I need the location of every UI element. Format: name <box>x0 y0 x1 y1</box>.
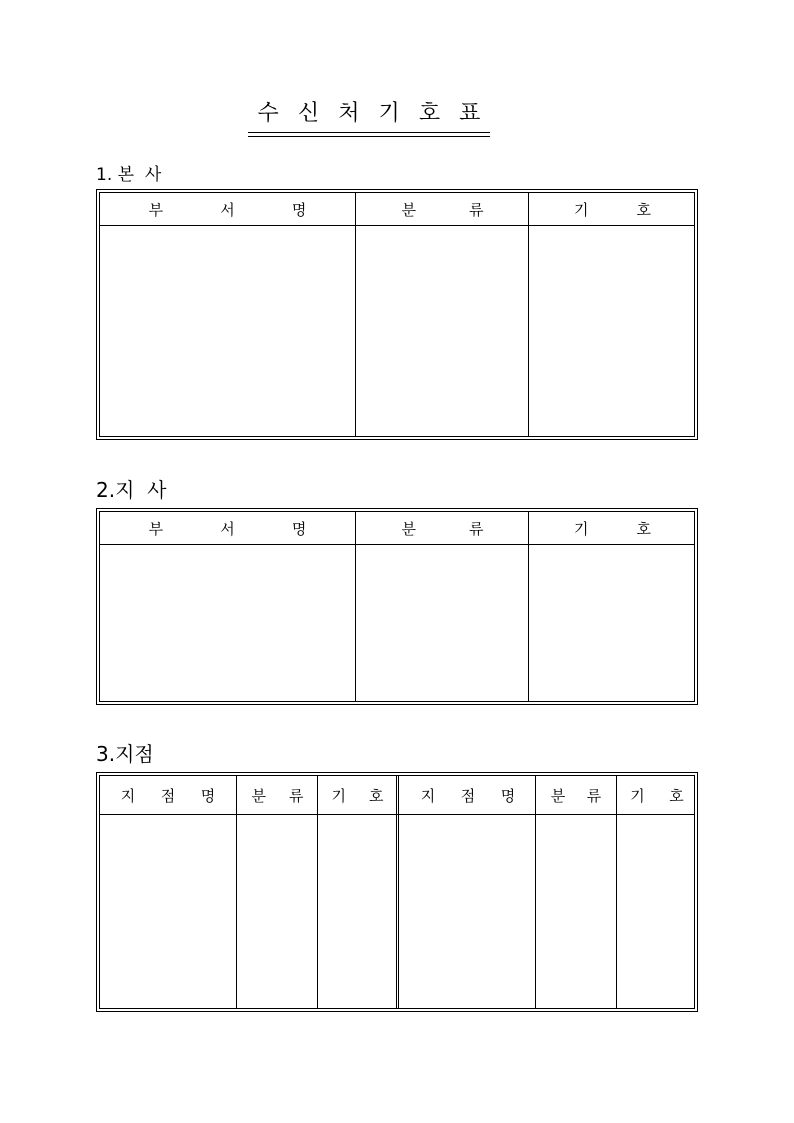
column-divider <box>355 193 356 436</box>
section-heading-headquarters: 1. 본 사 <box>96 165 162 185</box>
header-cell-category: 분 류 <box>251 786 304 805</box>
table-inner-border <box>99 192 695 437</box>
header-cell-department: 부 서 명 <box>148 200 307 219</box>
column-divider <box>535 776 536 1008</box>
header-cell-code: 기 호 <box>630 786 684 805</box>
column-divider-double <box>396 776 399 1008</box>
table-inner-border <box>99 775 695 1009</box>
column-divider <box>236 776 237 1008</box>
title-char: 표 <box>459 101 481 126</box>
header-cell-branch-name: 지 점 명 <box>120 786 216 805</box>
header-cell-category: 분 류 <box>401 200 484 219</box>
title-char: 수 <box>257 101 279 126</box>
title-underline <box>248 132 490 133</box>
title-char: 기 <box>378 101 400 126</box>
column-divider <box>616 776 617 1008</box>
title-char: 처 <box>338 101 360 126</box>
header-cell-code: 기 호 <box>331 786 384 805</box>
branch-office-table <box>96 508 698 705</box>
title-underline <box>248 136 490 137</box>
section-heading-branch: 3.지점 <box>96 742 154 766</box>
title-char: 호 <box>418 101 441 126</box>
headquarters-table <box>96 189 698 440</box>
header-cell-branch-name: 지 점 명 <box>420 786 516 805</box>
header-cell-code: 기 호 <box>574 200 651 219</box>
header-cell-category: 분 류 <box>550 786 602 805</box>
table-inner-border <box>99 511 695 702</box>
header-cell-category: 분 류 <box>401 519 484 538</box>
section-heading-branch-office: 2.지 사 <box>96 478 167 502</box>
column-divider <box>317 776 318 1008</box>
branch-table <box>96 772 698 1012</box>
header-cell-code: 기 호 <box>574 519 651 538</box>
column-divider <box>528 512 529 701</box>
column-divider <box>355 512 356 701</box>
title-char: 신 <box>297 101 320 126</box>
header-cell-department: 부 서 명 <box>148 519 307 538</box>
column-divider <box>528 193 529 436</box>
page-title <box>248 96 490 127</box>
